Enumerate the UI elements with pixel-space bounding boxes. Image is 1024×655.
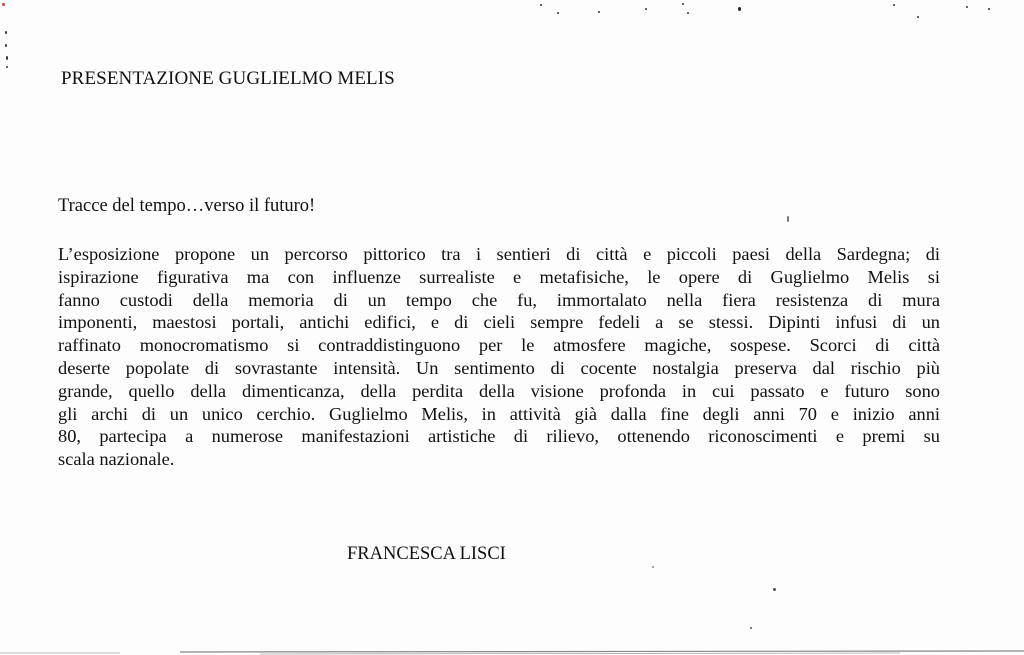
- body-line: grande, quello della dimenticanza, della perdita della visione profonda in cui passato e futuro sono: [58, 380, 940, 401]
- body-line: fanno custodi della memoria di un tempo che fu, immortalato nella fiera resistenza di mura: [58, 289, 940, 310]
- body-line: gli archi di un unico cerchio. Guglielmo Melis, in attività già dalla fine degli anni 70 e inizio anni: [58, 403, 940, 424]
- body-line: raffinato monocromatismo si contraddistinguono per le atmosfere magiche, sospese. Scorci di città: [58, 335, 940, 356]
- author-signature: FRANCESCA LISCI: [347, 544, 506, 564]
- document-subtitle: Tracce del tempo…verso il futuro!: [58, 196, 316, 216]
- body-line: L’esposizione propone un percorso pittorico tra i sentieri di città e piccoli paesi della Sardegna; di: [58, 244, 940, 264]
- body-line: ispirazione figurativa ma con influenze surrealiste e metafisiche, le opere di Guglielmo Melis si: [58, 266, 940, 287]
- body-line: scala nazionale.: [58, 449, 175, 470]
- scan-bottom-edge: [0, 648, 1024, 655]
- body-line: 80, partecipa a numerose manifestazioni artistiche di rilievo, ottenendo riconoscimenti e premi su: [58, 426, 940, 447]
- body-line: deserte popolate di sovrastante intensità. Un sentimento di cocente nostalgia preserva dal rischio più: [58, 357, 940, 378]
- body-line: imponenti, maestosi portali, antichi edifici, e di cieli sempre fedeli a se stessi. Dipinti infusi di un: [58, 312, 940, 333]
- document-title: PRESENTAZIONE GUGLIELMO MELIS: [61, 68, 395, 89]
- body-paragraph: [58, 243, 940, 471]
